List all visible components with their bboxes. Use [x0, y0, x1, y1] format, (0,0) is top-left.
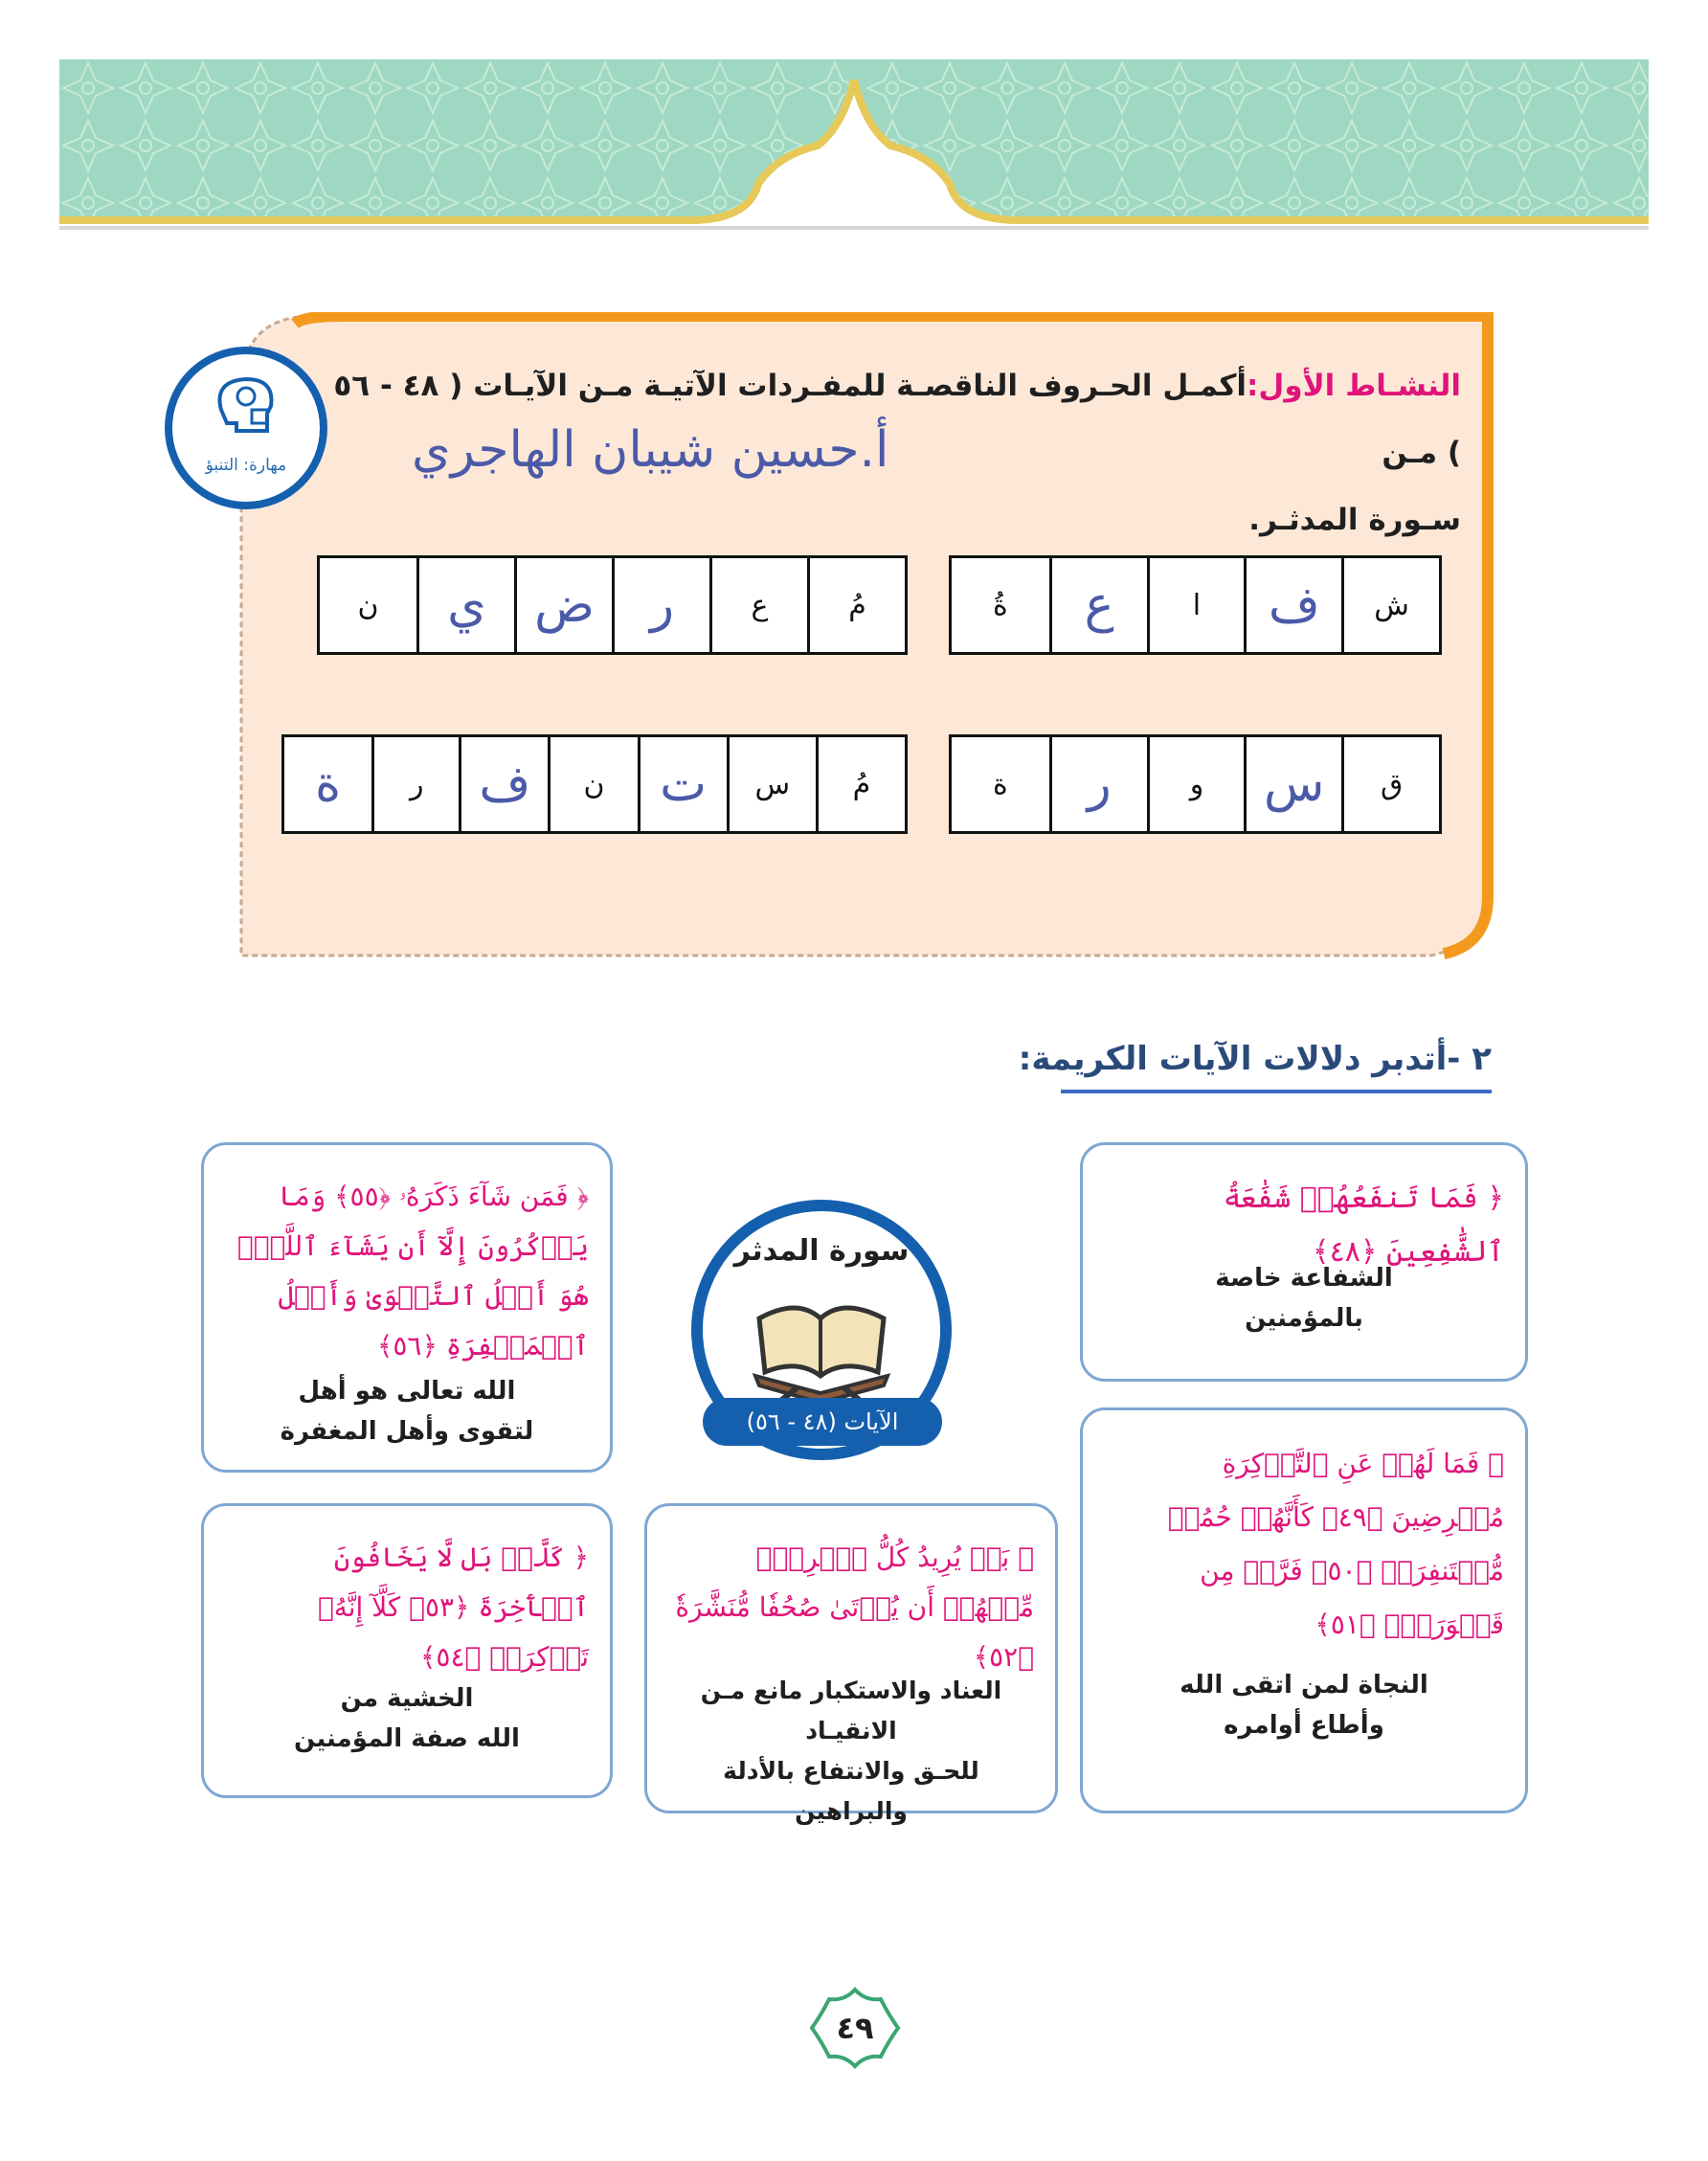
- verse-meaning: [223, 1371, 591, 1452]
- skill-badge: [165, 347, 327, 509]
- letter-cell[interactable]: ع: [709, 558, 807, 652]
- verse-meaning: [1102, 1258, 1506, 1339]
- surah-title: سورة المدثر: [733, 1234, 910, 1268]
- meaning-line-2: للحـق والانتفاع بالأدلة والبراهين: [723, 1757, 979, 1825]
- letter-cell[interactable]: ي: [416, 558, 514, 652]
- verse-text: ﴿ فَمَن شَآءَ ذَكَرَهُۥ ﴿٥٥﴾ وَمَا يَذۡكُرُونَ إِلَّآ أَن يَشَآءَ ٱللَّهُۚ هُوَ أَهۡلُ ٱلتَّقۡوَىٰ وَأَهۡلُ ٱلۡمَغۡفِرَةِ ﴿٥٦﴾: [236, 1181, 589, 1362]
- activity-instruction-text-2: سـورة المدثـر.: [1248, 503, 1461, 537]
- verse-card-49-51: [1080, 1407, 1528, 1813]
- meaning-line-2: وأطاع أوامره: [1224, 1711, 1384, 1740]
- page-number: ٤٩: [836, 2010, 874, 2046]
- verse-meaning: [666, 1671, 1036, 1832]
- letter-cell[interactable]: ن: [548, 737, 637, 831]
- letter-cell[interactable]: ش: [1341, 558, 1439, 652]
- skill-label: مهارة: التنبؤ: [205, 456, 287, 475]
- meaning-line-1: الله تعالى هو أهل: [298, 1377, 516, 1406]
- letter-cell[interactable]: ر: [1049, 737, 1147, 831]
- letter-cell[interactable]: ت: [638, 737, 727, 831]
- letter-cell[interactable]: ة: [314, 755, 342, 813]
- letter-cell[interactable]: ق: [1341, 737, 1439, 831]
- letter-cell[interactable]: ف: [459, 737, 548, 831]
- meaning-line-1: النجاة لمن اتقى الله: [1180, 1671, 1428, 1700]
- verse-card-53-54: [201, 1503, 613, 1798]
- header-banner: [59, 59, 1649, 232]
- verse-text: ﴿ كَلَّاۖ بَل لَّا يَخَافُونَ ٱلۡأٓخِرَةَ ﴿٥٣﴾ كَلَّآ إِنَّهُۥ تَذۡكِرَةٞ ﴿٥٤﴾: [317, 1542, 589, 1673]
- letter-cell[interactable]: ر: [371, 737, 459, 831]
- letter-cell[interactable]: و: [1147, 737, 1245, 831]
- meaning-line-1: العناد والاستكبار مانع مـن الانقيـاد: [700, 1677, 1002, 1745]
- author-name: أ.حسين شيبان الهاجري: [412, 421, 889, 479]
- letter-cell[interactable]: ة: [993, 767, 1008, 801]
- letter-cell[interactable]: مُ: [816, 737, 905, 831]
- verse-meaning: [1102, 1665, 1506, 1745]
- letter-cell[interactable]: ر: [612, 558, 709, 652]
- verse-meaning: [223, 1678, 591, 1759]
- meaning-line-2: بالمؤمنين: [1245, 1304, 1363, 1333]
- verse-card-52: [644, 1503, 1058, 1825]
- meaning-line-2: لتقوى وأهل المغفرة: [280, 1417, 534, 1446]
- letter-cell[interactable]: س: [1244, 737, 1341, 831]
- word-grid-1: [949, 555, 1442, 655]
- meaning-line-1: الخشية من: [340, 1684, 474, 1713]
- word-grid-4: [281, 734, 908, 834]
- section-2-underline: [1061, 1090, 1492, 1093]
- letter-cell[interactable]: ض: [514, 558, 612, 652]
- verse-text: ﴿ فَمَا لَهُمۡ عَنِ ٱلتَّذۡكِرَةِ مُعۡرِضِينَ ﴿٤٩﴾ كَأَنَّهُمۡ حُمُرٞ مُّسۡتَنفِرَةٞ ﴿٥٠﴾ فَرَّتۡ مِن قَسۡوَرَةِۭ ﴿٥١﴾: [1167, 1448, 1504, 1640]
- prediction-head-icon: [208, 371, 284, 439]
- verse-card-48: [1080, 1142, 1528, 1382]
- activity-instruction-text: أكمـل الحـروف الناقصـة للمفـردات الآتيـة مـن الآيـات ( ٤٨ - ٥٦ ) مـن: [333, 369, 1461, 470]
- verse-text: ﴿ فَمَا تَنفَعُهُمۡ شَفَٰعَةُ ٱلشَّٰفِعِينَ ﴿٤٨﴾: [1223, 1182, 1504, 1269]
- word-grid-2: [317, 555, 908, 655]
- letter-cell[interactable]: ف: [1244, 558, 1341, 652]
- word-grid-3: [949, 734, 1442, 834]
- letter-cell[interactable]: ةُ: [993, 588, 1008, 622]
- letter-cell[interactable]: ا: [1147, 558, 1245, 652]
- letter-cell[interactable]: س: [727, 737, 816, 831]
- meaning-line-1: الشفاعة خاصة: [1215, 1264, 1393, 1293]
- quran-book-icon: [740, 1280, 903, 1405]
- letter-cell[interactable]: ع: [1049, 558, 1147, 652]
- section-2-title: ٢ -أتدبر دلالات الآيات الكريمة:: [1018, 1040, 1492, 1078]
- surah-range-pill: الآيات (٤٨ - ٥٦): [703, 1398, 942, 1446]
- letter-cell[interactable]: ن: [357, 588, 379, 622]
- activity-lead: النشـاط الأول:: [1247, 369, 1461, 403]
- letter-cell[interactable]: مُ: [807, 558, 905, 652]
- verse-text: ﴿ بَلۡ يُرِيدُ كُلُّ ٱمۡرِيٕٖ مِّنۡهُمۡ أَن يُؤۡتَىٰ صُحُفٗا مُّنَشَّرَةٗ ﴿٥٢﴾: [675, 1542, 1034, 1673]
- meaning-line-2: الله صفة المؤمنين: [294, 1724, 520, 1753]
- verse-card-55-56: [201, 1142, 613, 1473]
